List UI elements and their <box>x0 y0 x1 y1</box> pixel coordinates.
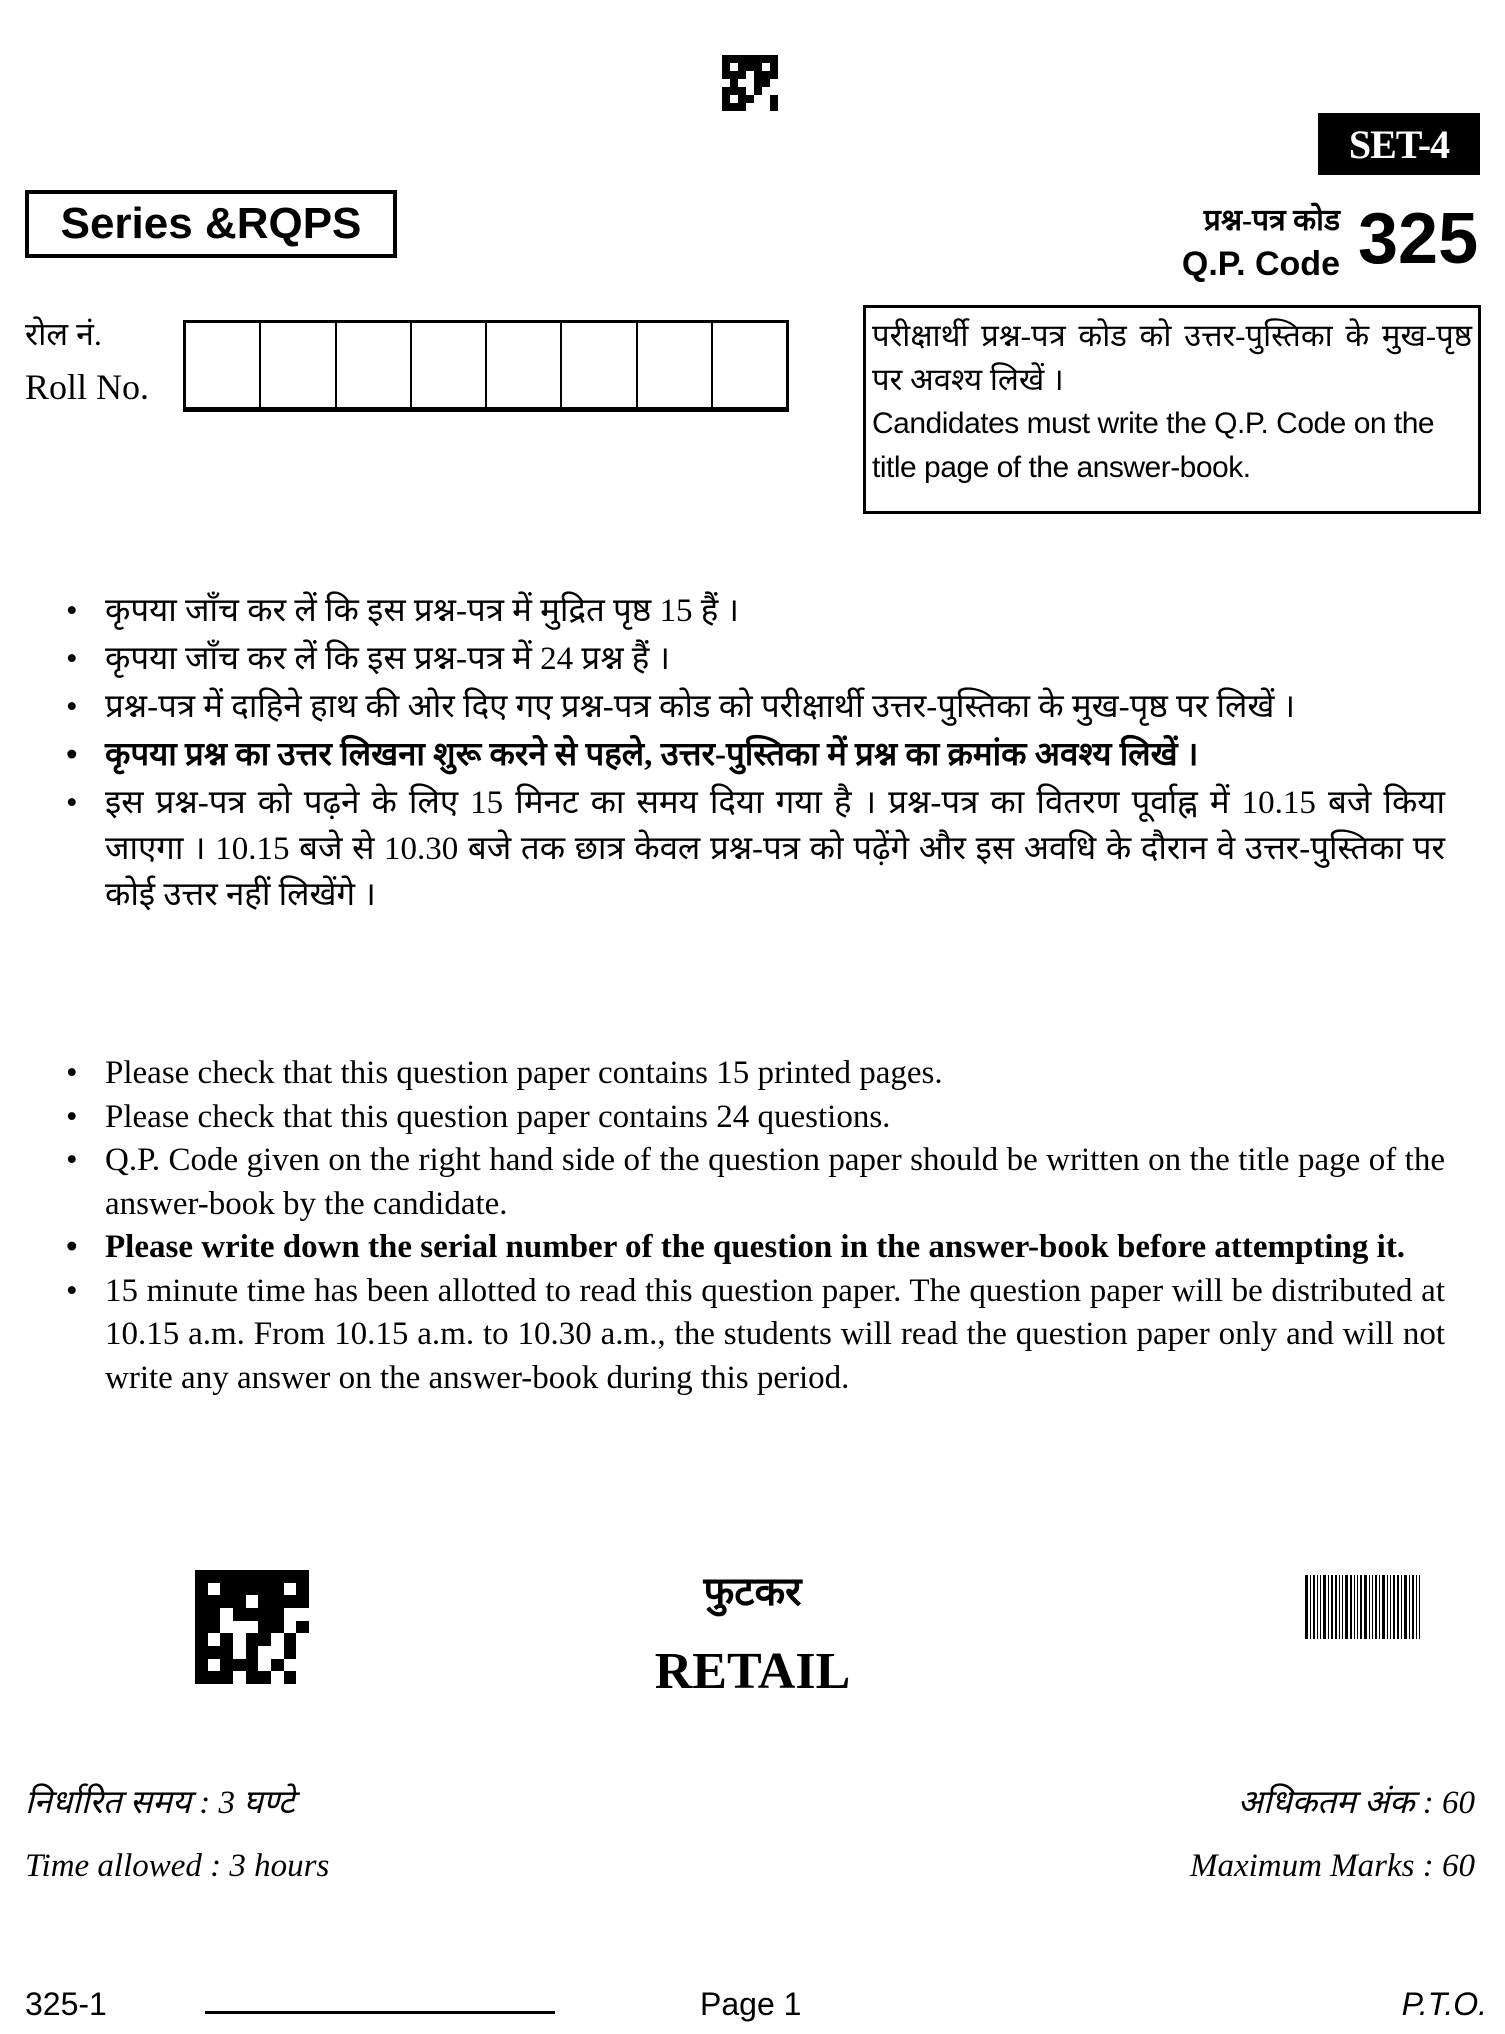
instructions-english <box>60 1052 1445 1400</box>
qr-module <box>746 103 754 111</box>
instruction-item: • कृपया जाँच कर लें कि इस प्रश्न-पत्र में 24 प्रश्न हैं । <box>60 636 1445 682</box>
instruction-item: • कृपया प्रश्न का उत्तर लिखना शुरू करने से पहले, उत्तर-पुस्तिका में प्रश्न का क्रमांक अवश्य लिखें । <box>60 732 1445 778</box>
qr-module <box>738 87 746 95</box>
series-label: Series &RQPS <box>25 190 397 258</box>
qr-module <box>762 55 770 63</box>
barcode-bar <box>1360 1575 1362 1639</box>
barcode-bar <box>1342 1575 1343 1639</box>
qr-module <box>258 1621 271 1634</box>
qr-module <box>730 79 738 87</box>
qr-module <box>754 103 762 111</box>
qr-module <box>762 71 770 79</box>
qr-module <box>730 55 738 63</box>
barcode-bar <box>1305 1575 1308 1639</box>
qr-module <box>746 87 754 95</box>
barcode-bar <box>1339 1575 1340 1639</box>
maximum-marks-hindi: अधिकतम अंक : 60 <box>1237 1785 1475 1821</box>
roll-digit-box[interactable] <box>259 323 334 407</box>
qr-module <box>730 63 738 71</box>
qr-module <box>738 63 746 71</box>
qr-module <box>746 95 754 103</box>
barcode-bar <box>1357 1575 1358 1639</box>
barcode-bar <box>1397 1575 1399 1639</box>
qr-module <box>722 87 730 95</box>
qr-module <box>746 63 754 71</box>
qr-module <box>730 95 738 103</box>
qr-module <box>722 95 730 103</box>
pto-label: P.T.O. <box>1401 1986 1487 2022</box>
qr-code-icon <box>722 55 778 111</box>
qr-module <box>738 55 746 63</box>
time-allowed-hindi: निर्धारित समय : 3 घण्टे <box>25 1785 295 1821</box>
qr-module <box>738 103 746 111</box>
barcode-bar <box>1409 1575 1410 1639</box>
roll-digit-box[interactable] <box>410 323 485 407</box>
barcode-bar <box>1419 1575 1420 1639</box>
barcode-bar <box>1328 1575 1329 1639</box>
qr-module <box>738 79 746 87</box>
qr-module <box>746 71 754 79</box>
barcode-bar <box>1354 1575 1355 1639</box>
qr-module <box>730 103 738 111</box>
qr-module <box>770 71 778 79</box>
qr-module <box>770 79 778 87</box>
barcode-bar <box>1404 1575 1407 1639</box>
instruction-item: • Please check that this question paper contains 15 printed pages. <box>60 1052 1445 1096</box>
qr-module <box>770 55 778 63</box>
roll-number-boxes[interactable] <box>183 320 789 412</box>
barcode-bar <box>1390 1575 1391 1639</box>
qp-code-value: 325 <box>1358 199 1479 279</box>
barcode-bar <box>1416 1575 1417 1639</box>
subject-title-hindi: फुटकर <box>703 1569 802 1614</box>
time-allowed: Time allowed : 3 hours <box>25 1848 330 1884</box>
qr-module <box>722 55 730 63</box>
qr-module <box>722 63 730 71</box>
qr-module <box>220 1621 233 1634</box>
roll-label: Roll No. <box>25 367 150 407</box>
qr-module <box>195 1621 208 1634</box>
qr-module <box>296 1621 309 1634</box>
qr-module <box>271 1621 284 1634</box>
barcode-bar <box>1412 1575 1414 1639</box>
qr-module <box>722 71 730 79</box>
qr-module <box>208 1621 221 1634</box>
instruction-item: • 15 minute time has been allotted to read this question paper. The question paper will be distributed at 10.15 a.m. From 10.15 a.m. to 10.30 a.m., the students will read the question paper only and will not write any answer on the answer-book during this period. <box>60 1270 1445 1401</box>
qr-module <box>722 79 730 87</box>
roll-digit-box[interactable] <box>186 323 259 407</box>
qr-module <box>754 87 762 95</box>
note-english: Candidates must write the Q.P. Code on the title page of the answer-book. <box>872 407 1435 484</box>
instruction-item: • Please check that this question paper contains 24 questions. <box>60 1096 1445 1140</box>
set-badge: SET-4 <box>1318 113 1480 175</box>
barcode-bar <box>1345 1575 1348 1639</box>
qr-module <box>754 63 762 71</box>
instructions-hindi <box>60 588 1445 920</box>
qr-module <box>754 71 762 79</box>
barcode-bar <box>1372 1575 1373 1639</box>
barcode-bar <box>1320 1575 1321 1639</box>
barcode-bar <box>1317 1575 1318 1639</box>
qp-code-label: Q.P. Code <box>1181 245 1340 283</box>
barcode-bar <box>1364 1575 1367 1639</box>
qr-module <box>770 63 778 71</box>
instruction-item: • Please write down the serial number of the question in the answer-book before attempting it. <box>60 1226 1445 1270</box>
instruction-item: • प्रश्न-पत्र में दाहिने हाथ की ओर दिए गए प्रश्न-पत्र कोड को परीक्षार्थी उत्तर-पुस्तिका के मुख-पृष्ठ पर लिखें । <box>60 684 1445 730</box>
instruction-item: • इस प्रश्न-पत्र को पढ़ने के लिए 15 मिनट का समय दिया गया है । प्रश्न-पत्र का वितरण पूर्वाह्न में 10.15 बजे किया जाएगा । 10.15 बजे से 10.30 बजे तक छात्र केवल प्रश्न-पत्र को पढ़ेंगे और इस अवधि के दौरान वे उत्तर-पुस्तिका पर कोई उत्तर नहीं लिखेंगे । <box>60 780 1445 918</box>
barcode-bar <box>1323 1575 1326 1639</box>
roll-digit-box[interactable] <box>560 323 635 407</box>
roll-digit-box[interactable] <box>711 323 786 407</box>
barcode-bar <box>1379 1575 1380 1639</box>
barcode-bar <box>1310 1575 1311 1639</box>
candidate-note-box <box>863 305 1481 514</box>
barcode-bar <box>1387 1575 1388 1639</box>
qr-module <box>738 95 746 103</box>
qr-module <box>738 71 746 79</box>
qr-module <box>762 95 770 103</box>
qr-module <box>722 103 730 111</box>
qr-module <box>233 1621 246 1634</box>
qr-module <box>762 79 770 87</box>
qr-module <box>762 87 770 95</box>
roll-digit-box[interactable] <box>636 323 711 407</box>
qr-module <box>770 95 778 103</box>
qr-module <box>284 1621 297 1634</box>
subject-title: RETAIL <box>654 1643 851 1700</box>
qr-module <box>730 71 738 79</box>
roll-digit-box[interactable] <box>485 323 560 407</box>
qr-module <box>246 1621 259 1634</box>
qr-module <box>746 55 754 63</box>
barcode-bar <box>1375 1575 1377 1639</box>
barcode-icon <box>1305 1575 1467 1639</box>
barcode-bar <box>1369 1575 1370 1639</box>
instruction-item: • कृपया जाँच कर लें कि इस प्रश्न-पत्र में मुद्रित पृष्ठ 15 हैं । <box>60 588 1445 634</box>
footer-paper-code: 325-1 <box>25 1986 107 2022</box>
qr-module <box>754 79 762 87</box>
roll-label-hindi: रोल नं. <box>25 316 102 352</box>
qr-module <box>770 103 778 111</box>
instruction-item: • Q.P. Code given on the right hand side of the question paper should be written on the title page of the answer-book by the candidate. <box>60 1139 1445 1226</box>
qr-module <box>730 87 738 95</box>
roll-digit-box[interactable] <box>335 323 410 407</box>
note-hindi: परीक्षार्थी प्रश्न-पत्र कोड को उत्तर-पुस्तिका के मुख-पृष्ठ पर अवश्य लिखें । <box>872 318 1472 397</box>
barcode-bar <box>1382 1575 1385 1639</box>
barcode-bar <box>1331 1575 1333 1639</box>
qp-code-label-hindi: प्रश्न-पत्र कोड <box>1203 204 1340 237</box>
qr-module <box>770 87 778 95</box>
qr-module <box>754 95 762 103</box>
footer-divider <box>205 2011 555 2014</box>
maximum-marks: Maximum Marks : 60 <box>1189 1848 1475 1884</box>
qr-module <box>762 63 770 71</box>
barcode-bar <box>1393 1575 1395 1639</box>
qr-module <box>754 55 762 63</box>
qr-module <box>762 103 770 111</box>
barcode-bar <box>1401 1575 1402 1639</box>
barcode-bar <box>1335 1575 1337 1639</box>
page-number: Page 1 <box>700 1986 802 2022</box>
barcode-bar <box>1313 1575 1315 1639</box>
qr-module <box>746 79 754 87</box>
barcode-bar <box>1350 1575 1352 1639</box>
